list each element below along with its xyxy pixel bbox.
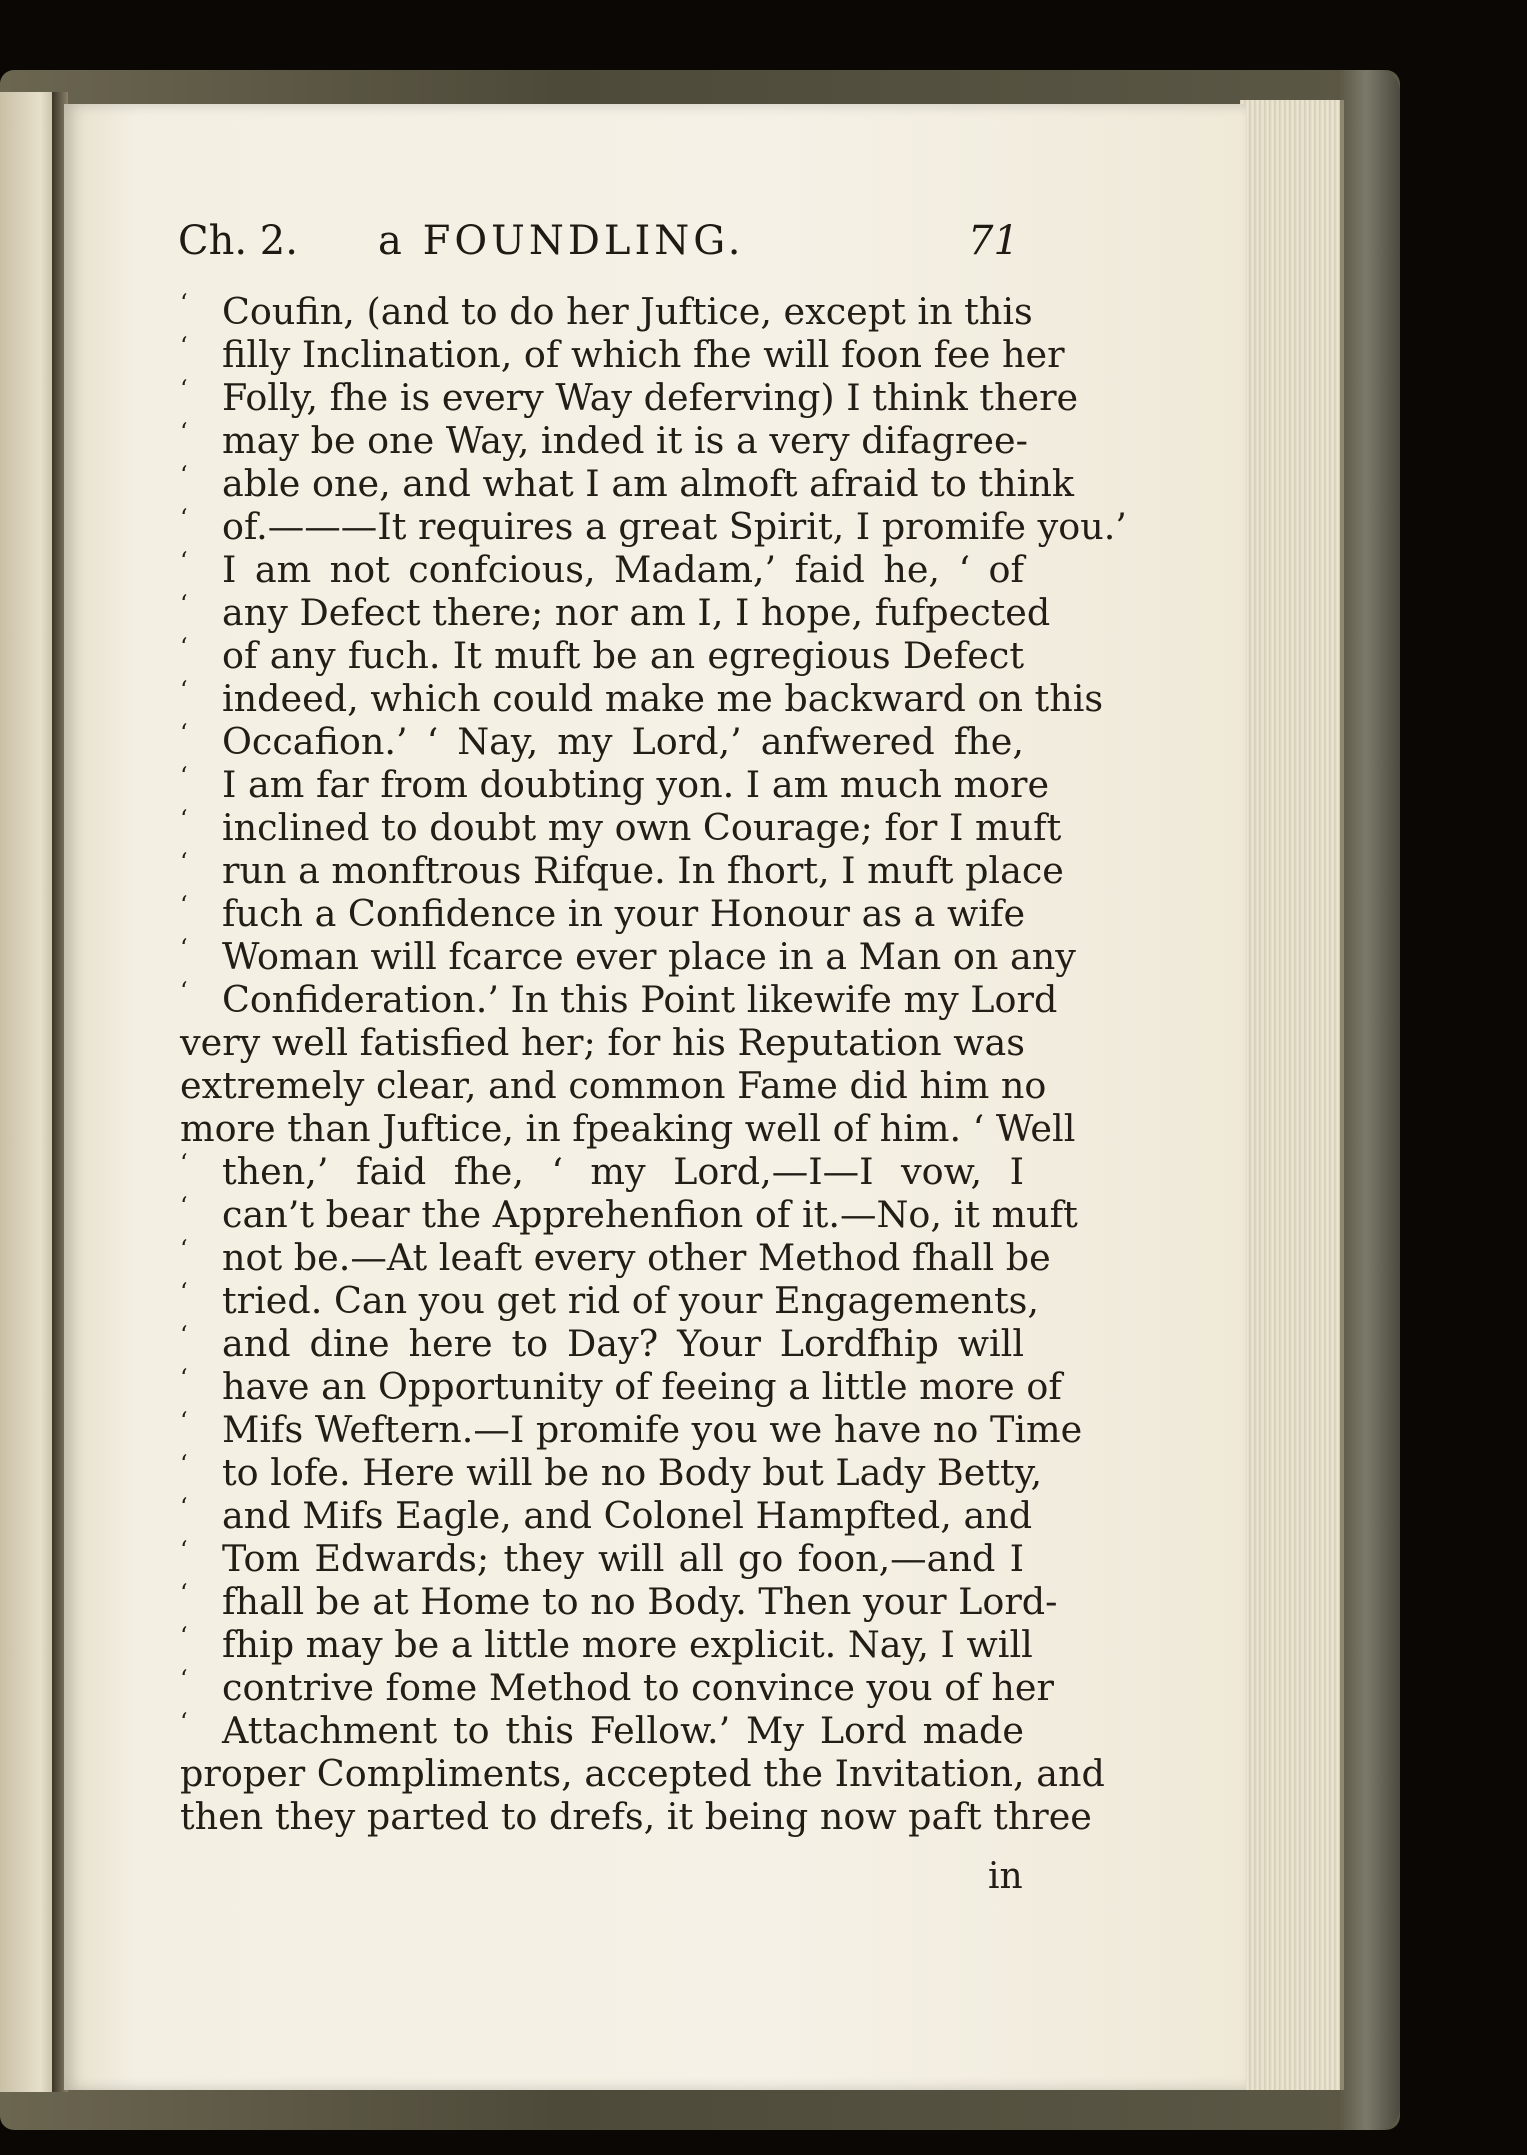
text-line	[180, 848, 1064, 892]
text-line	[180, 1107, 1076, 1150]
text-line	[180, 1579, 1058, 1623]
quote-mark: ‘	[180, 547, 188, 575]
page-number: 71	[968, 218, 1019, 264]
quote-mark: ‘	[180, 977, 188, 1005]
text-line	[180, 1064, 1047, 1107]
line-text: proper Compliments, accepted the Invitation, and	[180, 1752, 1105, 1795]
quote-mark: ‘	[180, 504, 188, 532]
facing-page-edge	[0, 92, 58, 2092]
quote-mark: ‘	[180, 461, 188, 489]
running-title: a FOUNDLING.	[378, 218, 745, 264]
catchword: in	[988, 1856, 1023, 1897]
text-line	[180, 1752, 1105, 1795]
quote-mark: ‘	[180, 1407, 188, 1435]
text-line	[180, 805, 1062, 849]
quote-mark: ‘	[180, 1579, 188, 1607]
quote-mark: ‘	[180, 1235, 188, 1263]
text-line	[180, 332, 1065, 376]
line-text: very well fatisfied her; for his Reputation was	[180, 1021, 1025, 1064]
line-text: then they parted to drefs, it being now paft three	[180, 1795, 1092, 1838]
quote-mark: ‘	[180, 418, 188, 446]
text-line	[180, 977, 1058, 1021]
quote-mark: ‘	[180, 891, 188, 919]
quote-mark: ‘	[180, 332, 188, 360]
text-line	[180, 1537, 1024, 1580]
text-line	[180, 1322, 1024, 1365]
quote-mark: ‘	[180, 375, 188, 403]
line-text: tried. Can you get rid of your Engagements,	[222, 1279, 1039, 1322]
quote-mark: ‘	[180, 1278, 188, 1306]
line-text: Occafion.’ ‘ Nay, my Lord,’ anfwered fhe,	[222, 720, 1024, 763]
text-line	[180, 548, 1024, 591]
quote-mark: ‘	[180, 1364, 188, 1392]
quote-mark: ‘	[180, 1665, 188, 1693]
text-line	[180, 934, 1076, 978]
text-line	[180, 289, 1033, 333]
line-text: run a monftrous Rifque. In fhort, I muft place	[222, 849, 1064, 892]
quote-mark: ‘	[180, 590, 188, 618]
line-text: and dine here to Day? Your Lordfhip will	[222, 1322, 1024, 1365]
line-text: can’t bear the Apprehenfion of it.—No, it muft	[222, 1193, 1078, 1236]
text-line	[180, 1622, 1033, 1666]
line-text: indeed, which could make me backward on this	[222, 677, 1104, 720]
line-text: have an Opportunity of feeing a little more of	[222, 1365, 1062, 1408]
quote-mark: ‘	[180, 805, 188, 833]
line-text: fhip may be a little more explicit. Nay, I will	[222, 1623, 1033, 1666]
quote-mark: ‘	[180, 1321, 188, 1349]
line-text: inclined to doubt my own Courage; for I muft	[222, 806, 1062, 849]
text-line	[180, 375, 1079, 419]
quote-mark: ‘	[180, 848, 188, 876]
text-line	[180, 1278, 1039, 1322]
quote-mark: ‘	[180, 633, 188, 661]
line-text: I am far from doubting yon. I am much more	[222, 763, 1050, 806]
line-text: fuch a Confidence in your Honour as a wife	[222, 892, 1026, 935]
quote-mark: ‘	[180, 1493, 188, 1521]
text-line	[180, 1192, 1078, 1236]
line-text: and Mifs Eagle, and Colonel Hampfted, and	[222, 1494, 1033, 1537]
quote-mark: ‘	[180, 719, 188, 747]
quote-mark: ‘	[180, 1708, 188, 1736]
line-text: I am not confcious, Madam,’ faid he, ‘ of	[222, 548, 1024, 591]
running-header	[178, 214, 1018, 276]
line-text: Attachment to this Fellow.’ My Lord made	[222, 1709, 1024, 1752]
text-line	[180, 1021, 1024, 1064]
quote-mark: ‘	[180, 1149, 188, 1177]
line-text: filly Inclination, of which fhe will foon fee her	[222, 333, 1065, 376]
text-line	[180, 504, 1127, 548]
text-line	[180, 720, 1024, 763]
book-spine-edge	[1338, 70, 1400, 2130]
text-line	[180, 1795, 1092, 1838]
line-text: then,’ faid fhe, ‘ my Lord,—I—I vow, I	[222, 1150, 1024, 1193]
quote-mark: ‘	[180, 1192, 188, 1220]
quote-mark: ‘	[180, 1536, 188, 1564]
line-text: Folly, fhe is every Way deferving) I think there	[222, 376, 1079, 419]
text-line	[180, 1450, 1043, 1494]
line-text: contrive fome Method to convince you of her	[222, 1666, 1054, 1709]
text-line	[180, 1235, 1051, 1279]
line-text: any Defect there; nor am I, I hope, fufpected	[222, 591, 1051, 634]
text-line	[180, 1493, 1033, 1537]
line-text: not be.—At leaft every other Method fhall be	[222, 1236, 1051, 1279]
line-text: may be one Way, inded it is a very difagree-	[222, 419, 1028, 462]
line-text: Confideration.’ In this Point likewife my Lord	[222, 978, 1058, 1021]
text-line	[180, 1407, 1083, 1451]
quote-mark: ‘	[180, 1622, 188, 1650]
quote-mark: ‘	[180, 676, 188, 704]
page-block-edges	[1240, 100, 1344, 2090]
text-line	[180, 461, 1074, 505]
quote-mark: ‘	[180, 762, 188, 790]
text-line	[180, 1150, 1024, 1193]
line-text: Tom Edwards; they will all go foon,—and I	[222, 1537, 1024, 1580]
line-text: Woman will fcarce ever place in a Man on any	[222, 935, 1076, 978]
body-text	[180, 289, 1127, 1838]
line-text: of.———It requires a great Spirit, I promife you.’	[222, 505, 1127, 548]
text-line	[180, 1364, 1062, 1408]
line-text: more than Juftice, in fpeaking well of him. ‘ Well	[180, 1107, 1076, 1150]
text-line	[180, 590, 1051, 634]
text-line	[180, 634, 1024, 677]
text-line	[180, 676, 1104, 720]
text-line	[180, 1665, 1054, 1709]
line-text: Coufin, (and to do her Juftice, except in this	[222, 290, 1033, 333]
text-line	[180, 762, 1050, 806]
chapter-label: Ch. 2.	[178, 218, 298, 264]
line-text: Mifs Weftern.—I promife you we have no Time	[222, 1408, 1083, 1451]
line-text: able one, and what I am almoft afraid to think	[222, 462, 1074, 505]
quote-mark: ‘	[180, 289, 188, 317]
line-text: extremely clear, and common Fame did him no	[180, 1064, 1047, 1107]
text-line	[180, 418, 1028, 462]
line-text: of any fuch. It muft be an egregious Defect	[222, 634, 1024, 677]
text-line	[180, 1709, 1024, 1752]
line-text: fhall be at Home to no Body. Then your Lord-	[222, 1580, 1058, 1623]
quote-mark: ‘	[180, 934, 188, 962]
text-line	[180, 892, 1024, 935]
line-text: to lofe. Here will be no Body but Lady Betty,	[222, 1451, 1043, 1494]
quote-mark: ‘	[180, 1450, 188, 1478]
